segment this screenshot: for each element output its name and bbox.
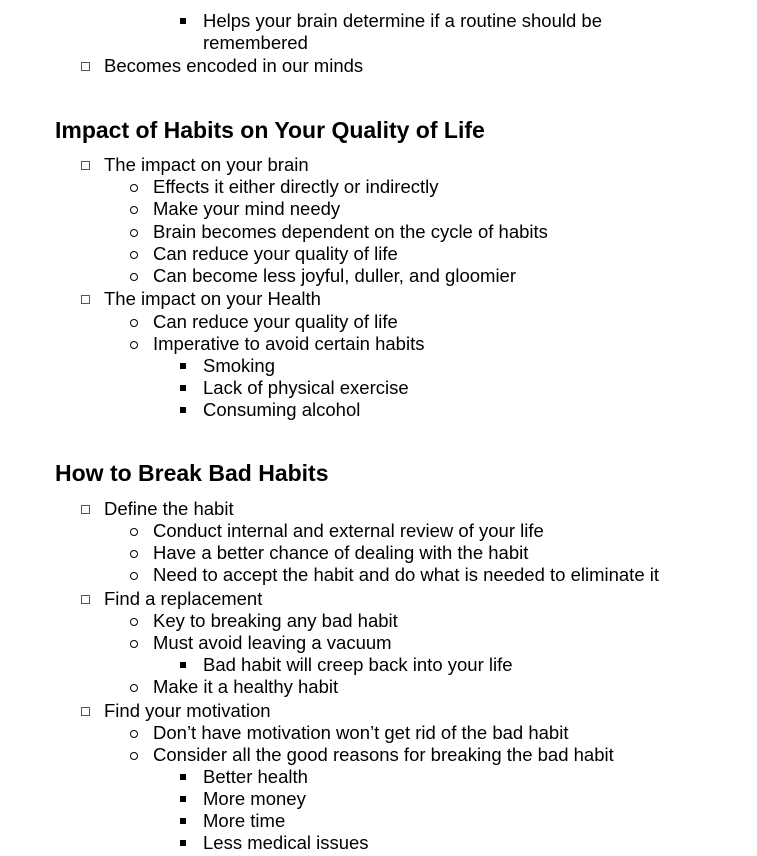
checkbox-bullet-icon: [81, 707, 90, 716]
square-bullet-icon: [180, 18, 186, 24]
square-bullet-icon: [180, 774, 186, 780]
square-bullet-icon: [180, 796, 186, 802]
checkbox-bullet-icon: [81, 295, 90, 304]
square-bullet-icon: [180, 363, 186, 369]
circle-bullet-icon: [130, 618, 138, 626]
checkbox-bullet-icon: [81, 505, 90, 514]
circle-bullet-icon: [130, 752, 138, 760]
square-bullet-icon: [180, 407, 186, 413]
circle-bullet-icon: [130, 528, 138, 536]
circle-bullet-icon: [130, 273, 138, 281]
circle-bullet-icon: [130, 251, 138, 259]
checkbox-bullet-icon: [81, 595, 90, 604]
square-bullet-icon: [180, 385, 186, 391]
section-heading: Impact of Habits on Your Quality of Life: [55, 117, 485, 143]
document-page: Helps your brain determine if a routine should be remembered Becomes encoded in our minds Impact of Habits on Your Quality of Life The impact on your brain Effects it either directly or indirectly Make your mind needy Brain becomes dependent on the cycle of habits Can reduce your quality of life Can become less joyful, duller, and gloomier The impact on your Health Can reduce your quality of life Imperative to avoid certain habits Smoking Lack of physical exercise Consuming alcohol How to Break Bad Habits Define the habit Conduct internal and external review of your life Have a better chance of dealing with the habit Need to accept the habit and do what is needed to eliminate it Find a replacement Key to breaking any bad habit Must avoid leaving a vacuum Bad habit will creep back into your life Make it a healthy habit Find your motivation Don’t have motivation won’t get rid of the bad habit Consider all the good reasons for breaking the bad habit Better health More money More time Less medical issues: [55, 10, 660, 853]
circle-bullet-icon: [130, 319, 138, 327]
circle-bullet-icon: [130, 341, 138, 349]
square-bullet-icon: [180, 840, 186, 846]
circle-bullet-icon: [130, 184, 138, 192]
section-heading: How to Break Bad Habits: [55, 460, 329, 486]
circle-bullet-icon: [130, 206, 138, 214]
checkbox-bullet-icon: [81, 62, 90, 71]
square-bullet-icon: [180, 662, 186, 668]
square-bullet-icon: [180, 818, 186, 824]
circle-bullet-icon: [130, 684, 138, 692]
circle-bullet-icon: [130, 572, 138, 580]
circle-bullet-icon: [130, 229, 138, 237]
circle-bullet-icon: [130, 550, 138, 558]
circle-bullet-icon: [130, 730, 138, 738]
checkbox-bullet-icon: [81, 161, 90, 170]
circle-bullet-icon: [130, 640, 138, 648]
